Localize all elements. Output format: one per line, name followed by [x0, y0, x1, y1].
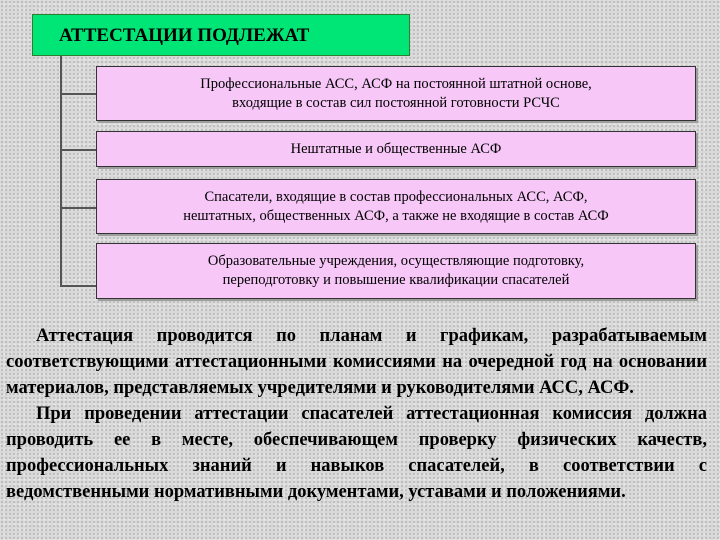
category-text-3: Спасатели, входящие в состав профессиональных АСС, АСФ, нештатных, общественных АСФ, а также не входящие в состав АСФ: [183, 188, 609, 224]
category-box-1: [96, 66, 696, 121]
connector-branch-4: [60, 285, 96, 287]
connector-branch-3: [60, 207, 96, 209]
connector-branch-2: [60, 149, 96, 151]
connector-vertical: [60, 56, 62, 286]
header-title: АТТЕСТАЦИИ ПОДЛЕЖАТ: [59, 25, 310, 46]
category-box-3: [96, 179, 696, 234]
paragraph-1: Аттестация проводится по планам и графикам, разрабатываемым соответствующими аттестационными комиссиями на очередной год на основании материалов, представляемых учредителями и руководителями АСС, АСФ.: [6, 326, 707, 398]
connector-branch-1: [60, 93, 96, 95]
paragraph-2: При проведении аттестации спасателей аттестационная комиссия должна проводить ее в месте, обеспечивающем проверку физических качеств, профессиональных знаний и навыков спасателей, в соответствии с ведомственными нормативными документами, уставами и положениями.: [6, 404, 707, 502]
body-text: [6, 323, 707, 505]
diagram-header: [32, 14, 410, 56]
category-text-4: Образовательные учреждения, осуществляющие подготовку, переподготовку и повышение квалификации спасателей: [207, 253, 585, 288]
category-text-1: Профессиональные АСС, АСФ на постоянной штатной основе, входящие в состав сил постоянной готовности РСЧС: [200, 75, 592, 111]
category-box-4: [96, 243, 696, 299]
category-box-2: [96, 131, 696, 167]
category-text-2: Нештатные и общественные АСФ: [290, 140, 502, 157]
